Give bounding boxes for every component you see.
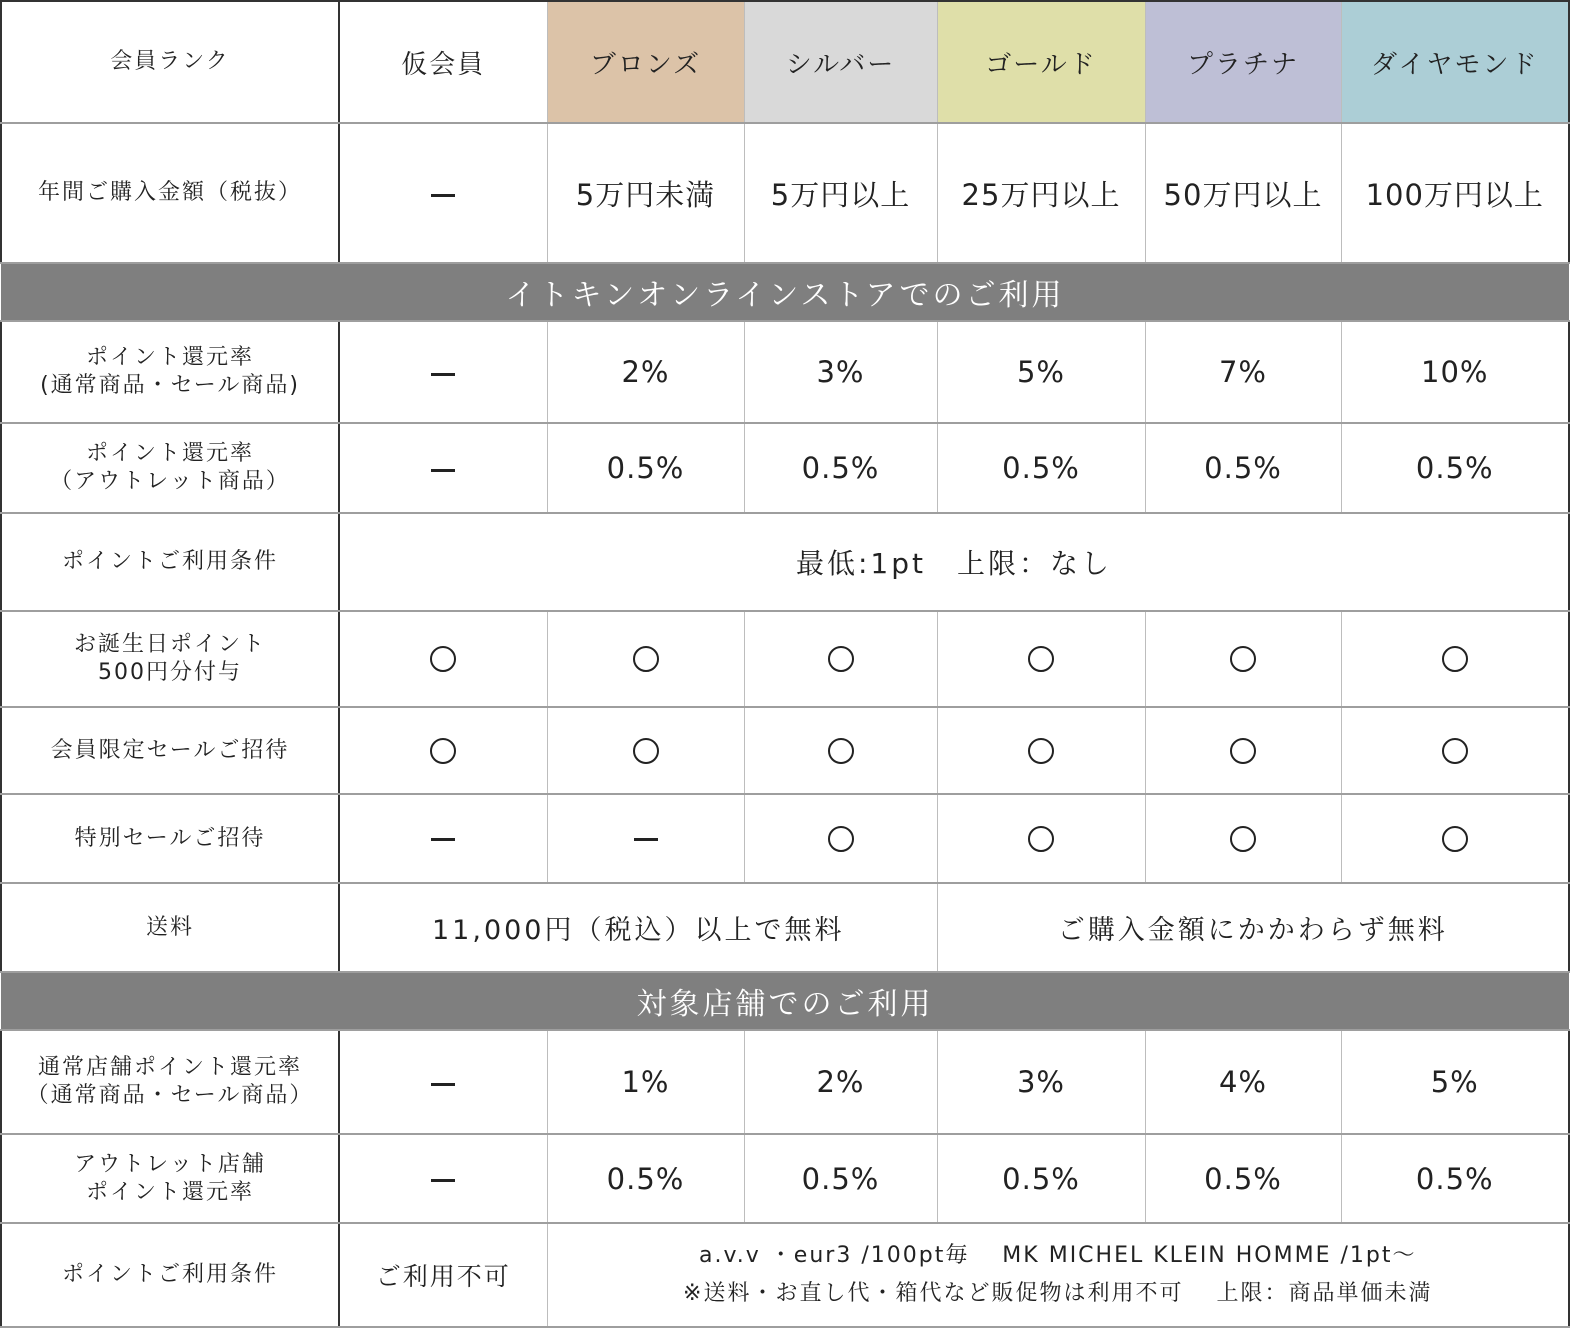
circle-mark [1230, 646, 1256, 672]
annual-value: 5万円以上 [744, 123, 937, 263]
circle-mark [1230, 826, 1256, 852]
circle-mark [430, 738, 456, 764]
store-point-usage-conditions [547, 1223, 1569, 1327]
circle-cell [1341, 707, 1569, 794]
rate-value [339, 1134, 547, 1223]
rate-value: 2% [547, 321, 744, 423]
circle-cell [339, 611, 547, 707]
online-point-rate-outlet-label [1, 423, 339, 513]
rate-value: 0.5% [1341, 423, 1569, 513]
section-title-online: イトキンオンラインストアでのご利用 [1, 263, 1569, 321]
circle-mark [828, 826, 854, 852]
rate-value [339, 321, 547, 423]
member-sale-label: 会員限定セールご招待 [1, 707, 339, 794]
online-point-rate-outlet-row [1, 423, 1569, 513]
annual-value [339, 123, 547, 263]
online-point-usage-label: ポイントご利用条件 [1, 513, 339, 611]
rate-value: 7% [1145, 321, 1341, 423]
circle-mark [633, 646, 659, 672]
online-point-rate-normal-label [1, 321, 339, 423]
store-point-rate-outlet-label [1, 1134, 339, 1223]
circle-cell [937, 707, 1145, 794]
rate-value: 5% [937, 321, 1145, 423]
store-point-usage-row [1, 1223, 1569, 1327]
online-point-rate-normal-row [1, 321, 1569, 423]
dash-mark [431, 838, 455, 841]
circle-mark [828, 646, 854, 672]
rate-value: 2% [744, 1030, 937, 1134]
annual-value: 25万円以上 [937, 123, 1145, 263]
annual-value: 100万円以上 [1341, 123, 1569, 263]
rank-provisional: 仮会員 [339, 1, 547, 123]
circle-cell [1341, 794, 1569, 883]
rate-value: 0.5% [937, 423, 1145, 513]
dash-mark [431, 469, 455, 472]
birthday-row [1, 611, 1569, 707]
circle-cell [339, 707, 547, 794]
rank-diamond: ダイヤモンド [1341, 1, 1569, 123]
online-section-row [1, 263, 1569, 321]
circle-mark [1028, 646, 1054, 672]
circle-mark [1230, 738, 1256, 764]
dash-cell [339, 794, 547, 883]
circle-cell [1145, 794, 1341, 883]
annual-purchase-row [1, 123, 1569, 263]
circle-cell [744, 707, 937, 794]
annual-value: 5万円未満 [547, 123, 744, 263]
dash-mark [431, 1179, 455, 1182]
rank-platinum: プラチナ [1145, 1, 1341, 123]
store-point-rate-normal-row [1, 1030, 1569, 1134]
label-line: (通常商品・セール商品) [40, 373, 300, 398]
rate-value [339, 423, 547, 513]
circle-cell [1341, 611, 1569, 707]
rate-value [339, 1030, 547, 1134]
rate-value: 0.5% [937, 1134, 1145, 1223]
store-section-row [1, 972, 1569, 1030]
circle-mark [430, 646, 456, 672]
shipping-row [1, 883, 1569, 972]
store-point-usage-label: ポイントご利用条件 [1, 1223, 339, 1327]
rate-value: 0.5% [1145, 1134, 1341, 1223]
rank-bronze: ブロンズ [547, 1, 744, 123]
circle-mark [1028, 826, 1054, 852]
label-line: 500円分付与 [98, 660, 242, 685]
online-point-usage-row [1, 513, 1569, 611]
circle-mark [828, 738, 854, 764]
header-row [1, 1, 1569, 123]
dash-mark [634, 838, 658, 841]
rate-value: 10% [1341, 321, 1569, 423]
circle-cell [1145, 707, 1341, 794]
label-line: 通常店舗ポイント還元率 [37, 1055, 302, 1080]
rank-silver: シルバー [744, 1, 937, 123]
store-point-usage-first: ご利用不可 [339, 1223, 547, 1327]
rank-gold: ゴールド [937, 1, 1145, 123]
circle-cell [547, 707, 744, 794]
rank-label: 会員ランク [1, 1, 339, 123]
label-line: （通常商品・セール商品） [26, 1083, 314, 1108]
rate-value: 0.5% [1145, 423, 1341, 513]
dash-mark [431, 373, 455, 376]
circle-mark [633, 738, 659, 764]
rate-value: 5% [1341, 1030, 1569, 1134]
rate-value: 1% [547, 1030, 744, 1134]
rate-value: 4% [1145, 1030, 1341, 1134]
circle-cell [744, 611, 937, 707]
rate-value: 0.5% [547, 423, 744, 513]
store-point-rate-normal-label [1, 1030, 339, 1134]
dash-mark [431, 1083, 455, 1086]
shipping-value-right: ご購入金額にかかわらず無料 [937, 883, 1569, 972]
label-line: ポイント還元率 [85, 441, 254, 466]
dash-mark [431, 194, 455, 197]
circle-mark [1442, 646, 1468, 672]
label-line: ポイント還元率 [85, 345, 254, 370]
rate-value: 0.5% [547, 1134, 744, 1223]
rate-value: 3% [744, 321, 937, 423]
circle-cell [937, 611, 1145, 707]
label-line: （アウトレット商品） [50, 469, 290, 494]
label-line: お誕生日ポイント [73, 632, 266, 657]
member-sale-row [1, 707, 1569, 794]
circle-cell [744, 794, 937, 883]
circle-cell [937, 794, 1145, 883]
dash-cell [547, 794, 744, 883]
circle-mark [1442, 738, 1468, 764]
annual-value: 50万円以上 [1145, 123, 1341, 263]
special-sale-row [1, 794, 1569, 883]
store-point-rate-outlet-row [1, 1134, 1569, 1223]
circle-mark [1442, 826, 1468, 852]
condition-line: a.v.v ・eur3 /100pt毎 MK MICHEL KLEIN HOMME /1pt〜 [699, 1243, 1417, 1268]
online-point-usage-value: 最低:1pt 上限：なし [339, 513, 1569, 611]
birthday-label [1, 611, 339, 707]
circle-cell [1145, 611, 1341, 707]
label-line: アウトレット店舗 [74, 1151, 266, 1177]
shipping-value-left: 11,000円（税込）以上で無料 [339, 883, 937, 972]
rate-value: 0.5% [1341, 1134, 1569, 1223]
condition-line: ※送料・お直し代・箱代など販促物は利用不可 上限：商品単価未満 [683, 1281, 1433, 1306]
rate-value: 3% [937, 1030, 1145, 1134]
rate-value: 0.5% [744, 423, 937, 513]
shipping-label: 送料 [1, 883, 339, 972]
label-line: ポイント還元率 [85, 1179, 254, 1205]
rate-value: 0.5% [744, 1134, 937, 1223]
annual-label: 年間ご購入金額（税抜） [1, 123, 339, 263]
special-sale-label: 特別セールご招待 [1, 794, 339, 883]
circle-mark [1028, 738, 1054, 764]
circle-cell [547, 611, 744, 707]
section-title-store: 対象店舗でのご利用 [1, 972, 1569, 1030]
